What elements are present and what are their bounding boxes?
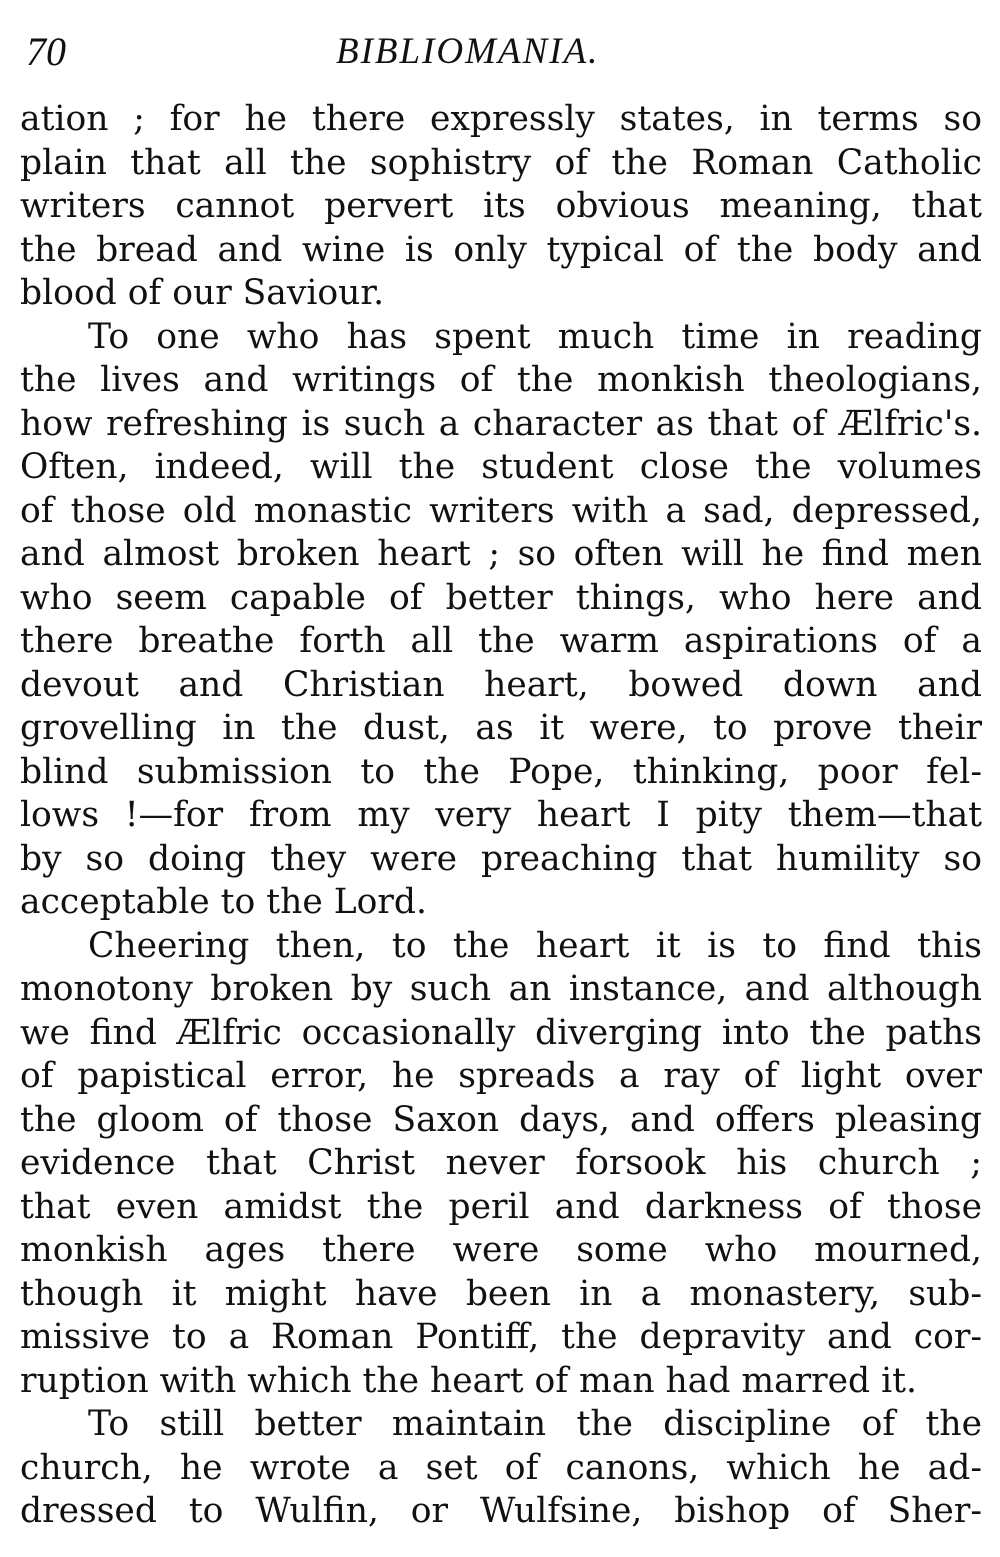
text-line: plain that all the sophistry of the Roman Catholic <box>20 142 982 183</box>
text-line: that even amidst the peril and darkness of those <box>20 1186 982 1227</box>
text-line: how refreshing is such a character as that of Ælfric's. <box>20 403 982 444</box>
text-line: who seem capable of better things, who here and <box>20 577 982 618</box>
text-line: though it might have been in a monastery, sub- <box>20 1273 982 1314</box>
text-line: the lives and writings of the monkish theologians, <box>20 360 982 400</box>
text-line: by so doing they were preaching that humility so <box>20 838 982 879</box>
text-line: ation ; for he there expressly states, in terms so <box>20 99 982 139</box>
page-number: 70 <box>26 29 66 74</box>
text-line: devout and Christian heart, bowed down and <box>20 664 982 705</box>
text-line: the gloom of those Saxon days, and offers pleasing <box>20 1099 982 1140</box>
running-head <box>26 26 976 78</box>
text-line: the bread and wine is only typical of the body and <box>20 229 982 270</box>
text-line: writers cannot pervert its obvious meaning, that <box>20 186 982 226</box>
text-line: blood of our Saviour. <box>20 273 385 313</box>
text-line: lows !—for from my very heart I pity them—that <box>20 795 982 835</box>
text-line: we find Ælfric occasionally diverging into the paths <box>20 1012 982 1053</box>
text-line: of those old monastic writers with a sad, depressed, <box>20 490 982 531</box>
text-line: missive to a Roman Pontiff, the depravity and cor- <box>20 1317 982 1357</box>
running-title: BIBLIOMANIA. <box>336 31 600 72</box>
text-line: dressed to Wulfin, or Wulfsine, bishop of Sher- <box>20 1491 982 1531</box>
text-line: there breathe forth all the warm aspirations of a <box>20 621 982 661</box>
paragraph-start-line: To one who has spent much time in reading <box>88 316 982 357</box>
text-line: church, he wrote a set of canons, which he ad- <box>20 1447 982 1488</box>
text-line: blind submission to the Pope, thinking, poor fel- <box>20 751 982 792</box>
text-line: monotony broken by such an instance, and although <box>20 969 982 1009</box>
text-line: evidence that Christ never forsook his church ; <box>20 1143 982 1183</box>
text-line: grovelling in the dust, as it were, to prove their <box>20 708 982 748</box>
text-line: and almost broken heart ; so often will he find men <box>20 534 982 574</box>
text-line: of papistical error, he spreads a ray of light over <box>20 1056 982 1096</box>
text-line: Often, indeed, will the student close the volumes <box>20 447 982 487</box>
text-line: acceptable to the Lord. <box>20 882 427 922</box>
text-line: ruption with which the heart of man had marred it. <box>20 1360 917 1401</box>
text-line: monkish ages there were some who mourned, <box>20 1230 982 1270</box>
body-text <box>20 98 982 1534</box>
paragraph-start-line: To still better maintain the discipline of the <box>88 1404 982 1444</box>
paragraph-start-line: Cheering then, to the heart it is to find this <box>88 925 982 966</box>
